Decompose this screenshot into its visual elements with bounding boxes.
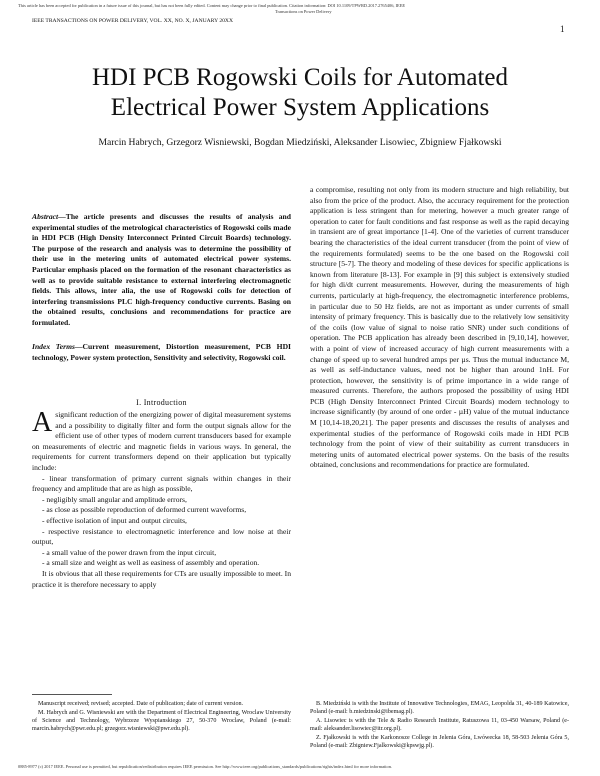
- section-heading: I. Introduction: [136, 398, 187, 407]
- page-number: 1: [560, 24, 565, 34]
- footnote: Z. Fjałkowski is with the Karkonosze College in Jelenia Góra, Lwówecka 18, 58-503 Jelenia Góra 5, Poland (e-mail: Zbigniew.Fjalkowski@kpswjg.pl).: [310, 735, 569, 749]
- footnote: M. Habrych and G. Wisniewski are with the Department of Electrical Engineering, Wroclaw University of Science and Technology, Wybrzeze Wyspianskiego 27, 50-370 Wroclaw, Poland (e-mail: marcin.habrych@pwr.edu.pl; grzegorz.wisniewski@pwr.edu.pl).: [32, 710, 291, 732]
- requirement-item: - effective isolation of input and output circuits,: [42, 515, 187, 525]
- footnotes-left: [32, 700, 291, 734]
- footnote: A. Lisowiec is with the Tele & Radio Research Institute, Ratuszowa 11, 03-450 Warsaw, Poland (e-mail: aleksander.lisowiec@itr.org.pl).: [310, 718, 569, 732]
- requirement-item: - a small value of the power drawn from the input circuit,: [42, 547, 217, 557]
- bottom-notice: 0885-8977 (c) 2017 IEEE. Personal use is permitted, but republication/redistribution requires IEEE permission. See http://www.ieee.org/publications_standards/publications/rights/index.html for more information.: [18, 764, 392, 769]
- drop-cap: A: [32, 407, 53, 438]
- top-notice-journal: Transactions on Power Delivery: [275, 9, 332, 14]
- abstract: [32, 212, 291, 329]
- intro-paragraph-2: It is obvious that all these requirements for CTs are usually impossible to meet. In practice it is therefore necessary to apply: [32, 568, 291, 589]
- abstract-label: Abstract: [32, 212, 59, 221]
- index-terms-text: —Current measurement, Distortion measurement, PCB HDI technology, Power system protection, Sensitivity and selectivity, Rogowski coil.: [32, 342, 292, 362]
- footnote: Manuscript received; revised; accepted. Date of publication; date of current version.: [38, 701, 244, 707]
- footnotes-right: [310, 700, 569, 751]
- intro-paragraph-1: significant reduction of the energizing power of digital measurement systems and a possibility to digitally filter and form the output signals allow for the efficient use of other types of modern current transducers based for example on measurements of electric and magnetic fields in various ways. In general, the requirements for current transformers depend on their application but typically include:: [32, 410, 291, 472]
- introduction: [32, 407, 291, 590]
- author-list: Marcin Habrych, Grzegorz Wisniewski, Bogdan Miedziński, Aleksander Lisowiec, Zbigniew Fjałkowski: [98, 137, 502, 148]
- abstract-text: —The article presents and discusses the results of analysis and experimental studies of the metrological characteristics of Rogowski coils made in HDI PCB (High Density Interconnect Printed Circuit Boards) technology. The purpose of the research and analysis was to determine the possibility of their use in the metering units of automated electrical power systems. Particular emphasis placed on the formation of the resonant characteristics as well as to provide suitable resistance to external interfering electromagnetic fields. This allows, inter alia, the use of Rogowski coils for detection of interfering transmissions PLC high-frequency conductive currents. Basing on the obtained results, conclusions and recommendations for practice are formulated.: [32, 212, 291, 327]
- index-terms: [32, 342, 291, 363]
- paper-title: [60, 63, 540, 123]
- requirement-item: - negligibly small angular and amplitude errors,: [42, 494, 187, 504]
- footnote: B. Miedziński is with the Institute of Innovative Technologies, EMAG, Leopolda 31, 40-189 Katowice, Poland (e-mail: b.miedzinski@ibemag.pl).: [310, 701, 569, 715]
- footnote-rule: [32, 694, 112, 695]
- requirement-item: - respective resistance to electromagnetic interference and low noise at their output,: [32, 526, 291, 547]
- right-column-body: a compromise, resulting not only from its modern structure and high reliability, but also from the price of the product. Also, the accuracy requirement for the protection application is less stringent than for metering, however a much greater range of operation to cater for fault conditions and fast response as well as the rapid decaying in transient are of great importance [1-4]. One of the varieties of current transducer bearing the characteristics of the ideal current transducer (from the point of view of the requirements formulated) seems to be the one based on the Rogowski coil structure [5-7]. The theory and modeling of these devices for specific applications is known from literature [8-13]. For example in [9] this subject is extensively studied for high di/dt current measurements. However, during the measurements of high currents, particularly at high-frequency, the electromagnetic interference problems, in particular due to 50 Hz fields, are not as important as under currents of small intensity of primary frequency. This is basically due to the relatively low sensitivity of the coils (low value of signal to noise ratio SNR) under such conditions of operation. The PCB application has already been described in [9,10,14], however, with a point of view of increased accuracy of high current measurements with a change of speed up to several hundred amps per µs. Thus the mutual inductance M, as well as self-inductance values, need not be higher than around 1nH. For protection, however, the sensitivity is of prime importance in a wide range of measured currents. Therefore, the authors proposed the possibility of using HDI PCB (High Density Interconnect Printed Circuit Boards) modern technology to increase significantly (by around of one order - µH) value of the mutual inductance M [10,14-18,20,21]. The paper presents and discusses the results of analyses and experimental studies of the performance of Rogowski coils made in HDI PCB technology from the point of view of their suitability as current transducers in metering units of automated electrical power systems. On the basis of the results obtained, conclusions and recommendations for practice are formulated.: [310, 185, 569, 470]
- requirement-item: - as close as possible reproduction of deformed current waveforms,: [42, 505, 247, 515]
- running-head: IEEE TRANSACTIONS ON POWER DELIVERY, VOL. XX, NO. X, JANUARY 20XX: [32, 18, 234, 24]
- top-notice: This article has been accepted for publication in a future issue of this journal, but has not been fully edited. Content may change prior to final publication. Citation information: DOI 10.1109/TPWRD.2017.2765406, IEEE: [18, 3, 406, 8]
- requirement-item: - linear transformation of primary current signals within changes in their frequency and amplitude that are as high as possible,: [32, 473, 291, 494]
- requirement-item: - a small size and weight as well as easiness of assembly and operation.: [42, 558, 260, 568]
- title-line-2: Electrical Power System Applications: [110, 94, 490, 121]
- index-terms-label: Index Terms: [32, 342, 75, 351]
- title-line-1: HDI PCB Rogowski Coils for Automated: [92, 64, 508, 91]
